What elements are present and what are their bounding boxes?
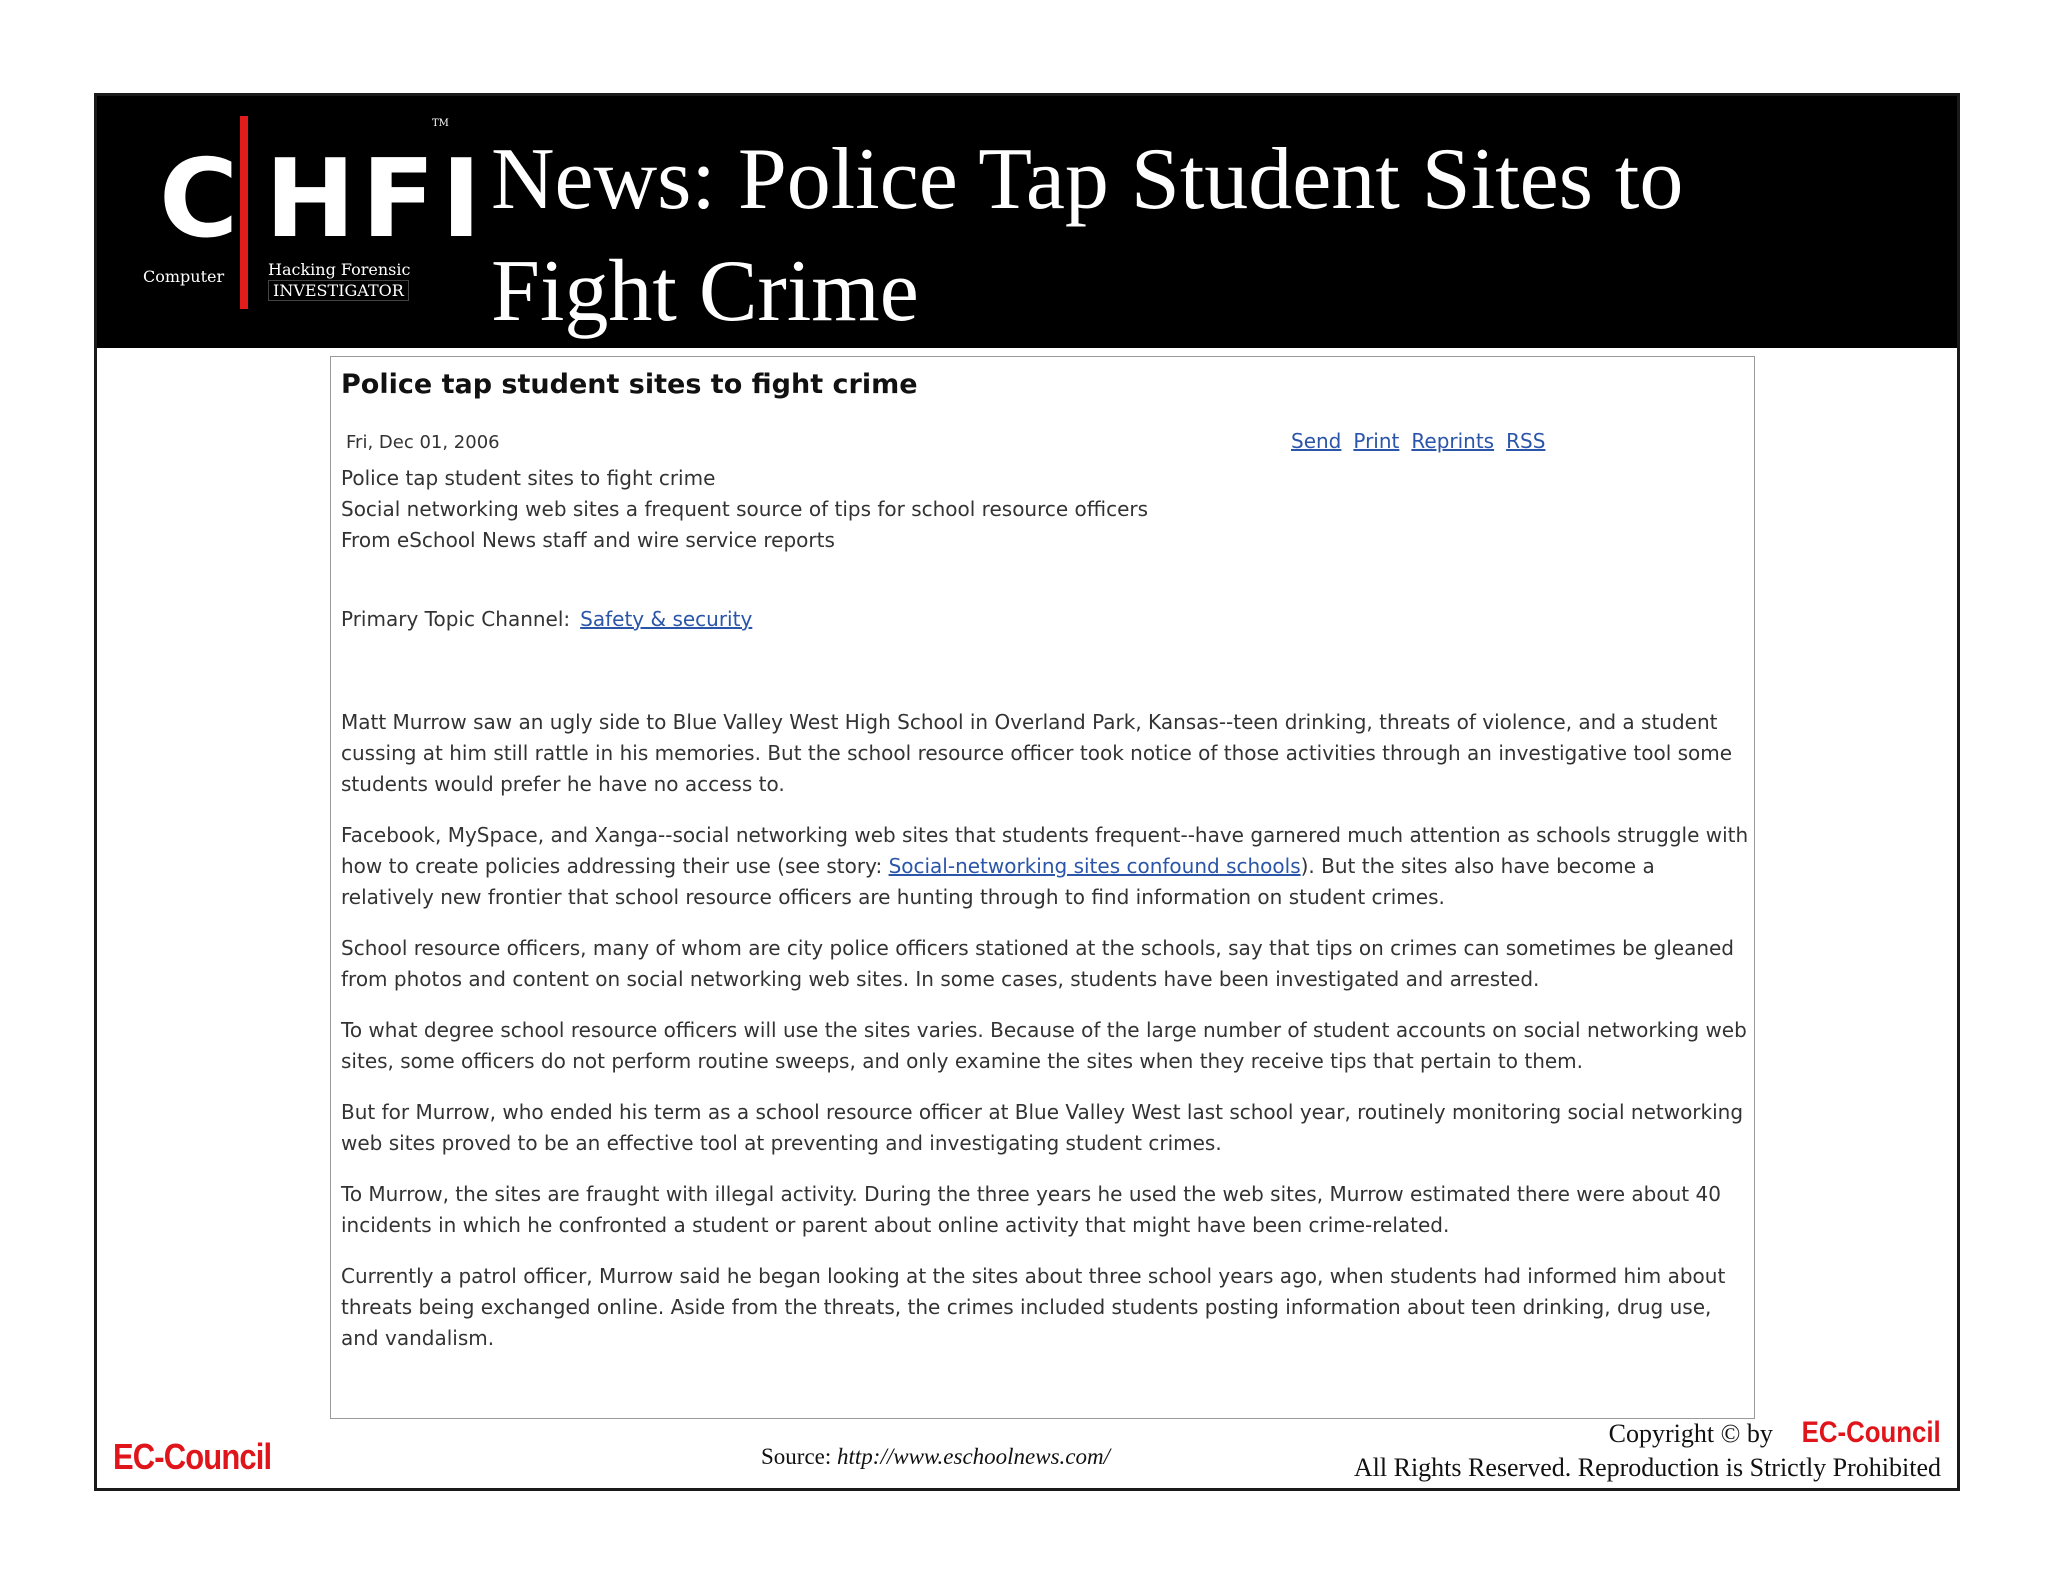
article-body xyxy=(341,707,1749,1374)
topic-link[interactable]: Safety & security xyxy=(580,607,753,631)
logo-letter-c: C xyxy=(159,137,239,262)
paragraph-4: To what degree school resource officers will use the sites varies. Because of the large number of student accounts on social networking web sites, some officers do not perform routine sweeps, and only examine the sites when they receive tips that pertain to them. xyxy=(341,1018,1747,1073)
logo-trademark: TM xyxy=(432,118,449,129)
send-link[interactable]: Send xyxy=(1291,429,1342,453)
paragraph-3: School resource officers, many of whom are city police officers stationed at the schools, say that tips on crimes can sometimes be gleaned from photos and content on social networking web sites. In some cases, students have been investigated and arrested. xyxy=(341,936,1734,991)
article-intro xyxy=(341,463,1148,556)
header-bar xyxy=(97,96,1957,348)
rss-link[interactable]: RSS xyxy=(1506,429,1546,453)
article-title: Police tap student sites to fight crime xyxy=(341,369,918,400)
rights-text: All Rights Reserved. Reproduction is Strictly Prohibited xyxy=(1353,1453,1941,1482)
logo-letters-hfi: HFI xyxy=(265,137,488,262)
topic-label: Primary Topic Channel: xyxy=(341,607,571,631)
copyright-notice: Copyright © by EC-Council All Rights Reserved. Reproduction is Strictly Prohibited xyxy=(1354,1416,1941,1485)
logo-red-bar xyxy=(240,116,248,309)
intro-line-1: Police tap student sites to fight crime xyxy=(341,466,716,490)
source-url: http://www.eschoolnews.com/ xyxy=(837,1444,1111,1469)
intro-line-2: Social networking web sites a frequent source of tips for school resource officers xyxy=(341,497,1149,521)
primary-topic-channel xyxy=(341,607,752,631)
article-screenshot xyxy=(330,356,1755,1419)
paragraph-2: Facebook, MySpace, and Xanga--social networking web sites that students frequent--have garnered much attention as schools struggle with how to create policies addressing their use (see story: Social-networking sites confound schools). But the sites also have become a relatively new frontier that school resource officers are hunting through to find information on student crimes. xyxy=(341,823,1749,909)
related-story-link[interactable]: Social-networking sites confound schools xyxy=(888,854,1301,878)
article-date: Fri, Dec 01, 2006 xyxy=(346,432,500,453)
reprints-link[interactable]: Reprints xyxy=(1411,429,1495,453)
article-actions xyxy=(1291,429,1557,453)
copyright-brand: EC-Council xyxy=(1801,1416,1941,1449)
slide xyxy=(94,93,1960,1491)
paragraph-5: But for Murrow, who ended his term as a school resource officer at Blue Valley West last school year, routinely monitoring social networking web sites proved to be an effective tool at preventing and investigating student crimes. xyxy=(341,1100,1744,1155)
logo-subtitle-1: Hacking Forensic xyxy=(268,260,411,279)
logo-subtitle-2: INVESTIGATOR xyxy=(268,280,409,301)
paragraph-1: Matt Murrow saw an ugly side to Blue Valley West High School in Overland Park, Kansas--teen drinking, threats of violence, and a student cussing at him still rattle in his memories. But the school resource officer took notice of those activities through an investigative tool some students would prefer he have no access to. xyxy=(341,710,1733,796)
slide-title: News: Police Tap Student Sites to Fight Crime xyxy=(491,131,1684,340)
paragraph-7: Currently a patrol officer, Murrow said he began looking at the sites about three school years ago, when students had informed him about threats being exchanged online. Aside from the threats, the crimes included students posting information about teen drinking, drug use, and vandalism. xyxy=(341,1264,1726,1350)
logo-computer-text: Computer xyxy=(143,267,225,286)
intro-line-3: From eSchool News staff and wire service reports xyxy=(341,528,835,552)
paragraph-6: To Murrow, the sites are fraught with illegal activity. During the three years he used the web sites, Murrow estimated there were about 40 incidents in which he confronted a student or parent about online activity that might have been crime-related. xyxy=(341,1182,1721,1237)
source-credit: Source: http://www.eschoolnews.com/ xyxy=(761,1444,1111,1469)
ec-council-logo: EC-Council xyxy=(113,1436,272,1477)
print-link[interactable]: Print xyxy=(1353,429,1400,453)
